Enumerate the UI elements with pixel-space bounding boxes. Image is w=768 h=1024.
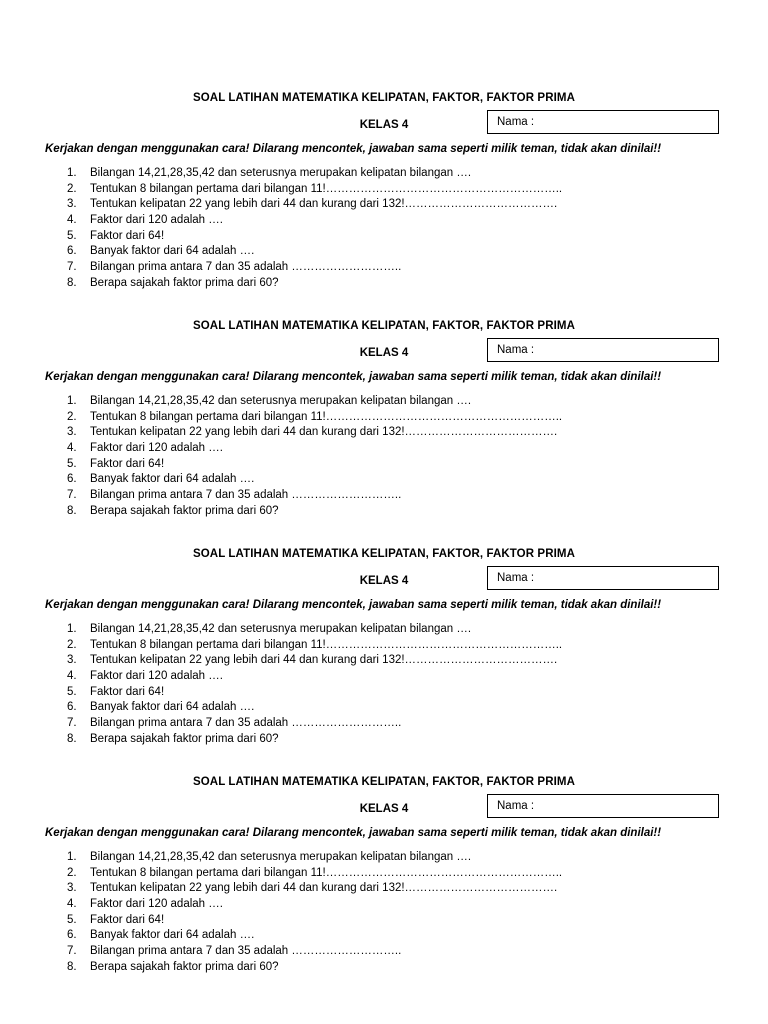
question-text: Berapa sajakah faktor prima dari 60? [90,732,279,745]
question-text: Berapa sajakah faktor prima dari 60? [90,960,279,973]
name-field[interactable] [487,794,719,818]
question-text: Faktor dari 120 adalah …. [90,670,223,683]
instruction-text: Kerjakan dengan menggunakan cara! Dilarang mencontek, jawaban sama seperti milik teman, tidak akan dinilai!! [45,143,662,155]
grade-label: KELAS 4 [359,803,409,815]
name-field[interactable] [487,566,719,590]
question-number: 5. [67,685,77,698]
name-field[interactable] [487,110,719,134]
question-text: Faktor dari 120 adalah …. [90,214,223,227]
question-number: 2. [67,182,77,195]
grade-label: KELAS 4 [359,119,409,131]
question-number: 6. [67,473,77,486]
question-number: 4. [67,898,77,911]
question-number: 3. [67,198,77,211]
question-text: Tentukan kelipatan 22 yang lebih dari 44 dan kurang dari 132!…………………………………. [90,882,558,895]
question-text: Bilangan 14,21,28,35,42 dan seterusnya merupakan kelipatan bilangan …. [90,851,472,863]
question-text: Tentukan kelipatan 22 yang lebih dari 44 dan kurang dari 132!…………………………………. [90,654,558,667]
question-text: Bilangan prima antara 7 dan 35 adalah ……………………….. [90,945,402,958]
question-number: 1. [67,623,77,635]
question-number: 5. [67,913,77,926]
question-text: Berapa sajakah faktor prima dari 60? [90,504,279,517]
name-field-label: Nama : [497,800,535,812]
question-text: Tentukan 8 bilangan pertama dari bilangan 11!…………………………………………………….. [90,182,563,195]
question-text: Faktor dari 64! [90,229,165,242]
question-text: Tentukan 8 bilangan pertama dari bilangan 11!…………………………………………………….. [90,638,563,651]
grade-label: KELAS 4 [359,347,409,359]
question-number: 1. [67,167,77,179]
question-number: 2. [67,866,77,879]
question-number: 8. [67,276,77,289]
question-text: Tentukan kelipatan 22 yang lebih dari 44 dan kurang dari 132!…………………………………. [90,198,558,211]
question-text: Bilangan 14,21,28,35,42 dan seterusnya merupakan kelipatan bilangan …. [90,167,472,179]
question-number: 7. [67,717,77,730]
grade-label: KELAS 4 [359,575,409,587]
worksheet-title: SOAL LATIHAN MATEMATIKA KELIPATAN, FAKTOR, FAKTOR PRIMA [192,320,575,332]
question-number: 3. [67,654,77,667]
question-text: Tentukan kelipatan 22 yang lebih dari 44 dan kurang dari 132!…………………………………. [90,426,558,439]
worksheet-title: SOAL LATIHAN MATEMATIKA KELIPATAN, FAKTOR, FAKTOR PRIMA [192,776,575,788]
worksheet-3 [0,548,768,748]
question-number: 5. [67,229,77,242]
question-text: Banyak faktor dari 64 adalah …. [90,701,255,714]
question-number: 8. [67,960,77,973]
question-text: Faktor dari 120 adalah …. [90,898,223,911]
question-text: Banyak faktor dari 64 adalah …. [90,929,255,942]
worksheet-1 [0,92,768,292]
question-number: 7. [67,945,77,958]
question-number: 5. [67,457,77,470]
question-number: 8. [67,504,77,517]
question-number: 7. [67,261,77,274]
question-number: 4. [67,214,77,227]
instruction-text: Kerjakan dengan menggunakan cara! Dilarang mencontek, jawaban sama seperti milik teman, tidak akan dinilai!! [45,827,662,839]
question-number: 6. [67,701,77,714]
name-field-label: Nama : [497,344,535,356]
worksheet-4 [0,776,768,976]
question-number: 3. [67,882,77,895]
question-number: 3. [67,426,77,439]
question-number: 4. [67,670,77,683]
instruction-text: Kerjakan dengan menggunakan cara! Dilarang mencontek, jawaban sama seperti milik teman, tidak akan dinilai!! [45,599,662,611]
question-text: Bilangan prima antara 7 dan 35 adalah ……………………….. [90,717,402,730]
name-field[interactable] [487,338,719,362]
question-number: 2. [67,638,77,651]
question-number: 6. [67,245,77,258]
question-number: 1. [67,395,77,407]
question-text: Tentukan 8 bilangan pertama dari bilangan 11!…………………………………………………….. [90,866,563,879]
question-number: 8. [67,732,77,745]
worksheet-title: SOAL LATIHAN MATEMATIKA KELIPATAN, FAKTOR, FAKTOR PRIMA [192,92,575,104]
question-number: 6. [67,929,77,942]
instruction-text: Kerjakan dengan menggunakan cara! Dilarang mencontek, jawaban sama seperti milik teman, tidak akan dinilai!! [45,371,662,383]
name-field-label: Nama : [497,572,535,584]
question-text: Faktor dari 120 adalah …. [90,442,223,455]
worksheet-title: SOAL LATIHAN MATEMATIKA KELIPATAN, FAKTOR, FAKTOR PRIMA [192,548,575,560]
question-text: Bilangan 14,21,28,35,42 dan seterusnya merupakan kelipatan bilangan …. [90,623,472,635]
question-text: Banyak faktor dari 64 adalah …. [90,473,255,486]
question-text: Bilangan prima antara 7 dan 35 adalah ……………………….. [90,261,402,274]
question-number: 4. [67,442,77,455]
question-text: Faktor dari 64! [90,685,165,698]
question-number: 1. [67,851,77,863]
name-field-label: Nama : [497,116,535,128]
question-text: Faktor dari 64! [90,457,165,470]
question-number: 7. [67,489,77,502]
question-number: 2. [67,410,77,423]
question-text: Faktor dari 64! [90,913,165,926]
question-text: Bilangan prima antara 7 dan 35 adalah ……………………….. [90,489,402,502]
question-text: Bilangan 14,21,28,35,42 dan seterusnya merupakan kelipatan bilangan …. [90,395,472,407]
question-text: Tentukan 8 bilangan pertama dari bilangan 11!…………………………………………………….. [90,410,563,423]
question-text: Banyak faktor dari 64 adalah …. [90,245,255,258]
question-text: Berapa sajakah faktor prima dari 60? [90,276,279,289]
worksheet-2 [0,320,768,520]
